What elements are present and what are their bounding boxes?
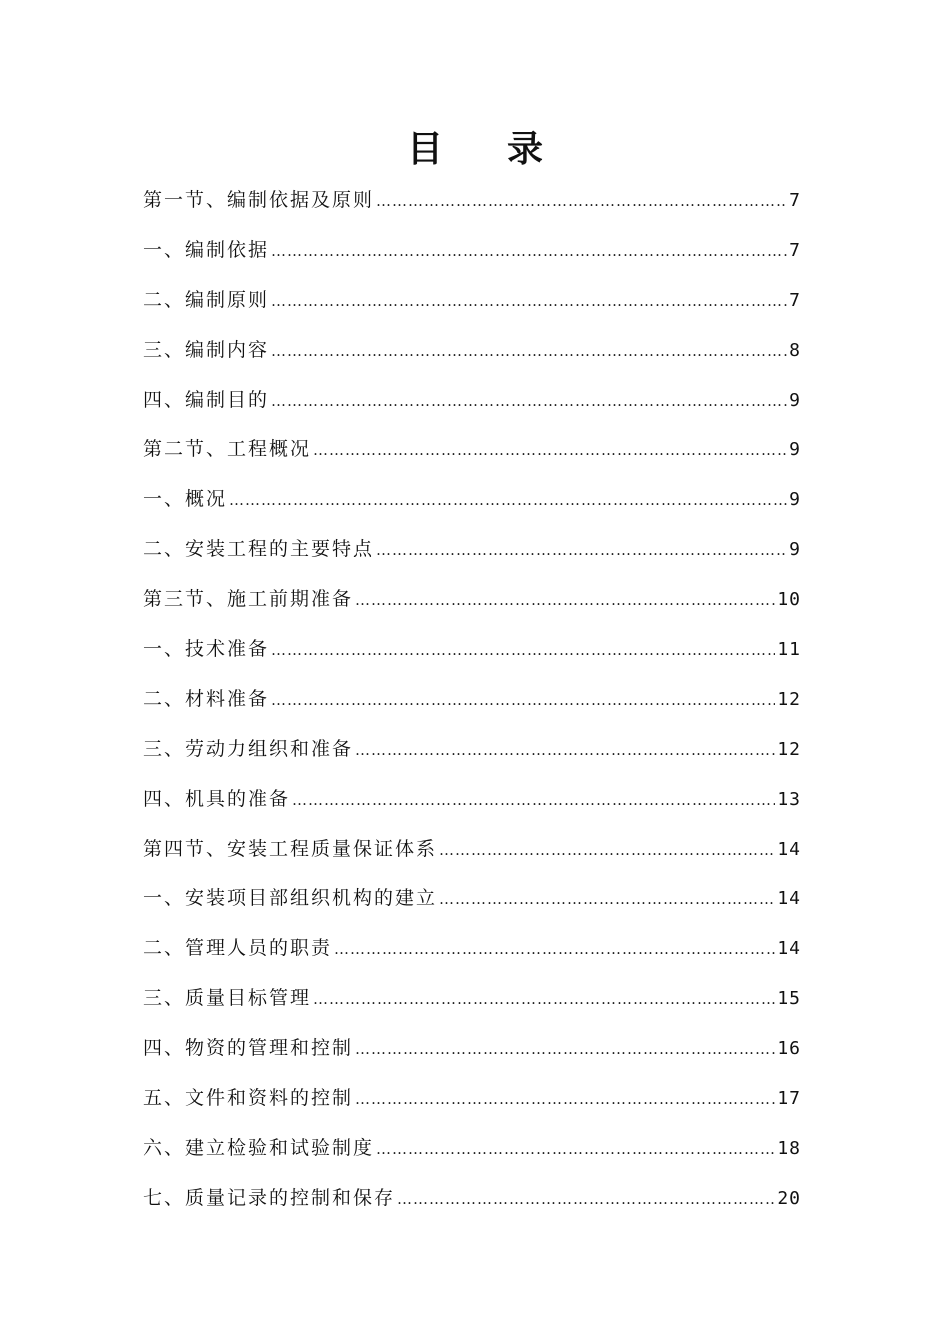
toc-entry-page: 9 (789, 389, 801, 411)
toc-dot-leader (376, 1125, 775, 1175)
toc-entry-label: 二、材料准备 (143, 687, 270, 710)
toc-entry-label: 一、编制依据 (143, 238, 270, 261)
toc-dot-leader (313, 426, 787, 476)
toc-entry[interactable] (143, 226, 801, 276)
toc-entry[interactable] (143, 725, 801, 775)
toc-entry-label: 二、编制原则 (143, 288, 270, 311)
toc-entry-page: 8 (789, 339, 801, 361)
toc-entry-label: 四、机具的准备 (143, 787, 291, 810)
toc-dot-leader (397, 1175, 775, 1225)
toc-dot-leader (355, 1025, 775, 1075)
toc-entry-label: 三、编制内容 (143, 338, 270, 361)
toc-entry-page: 10 (777, 589, 801, 611)
toc-entry-page: 9 (789, 539, 801, 561)
toc-entry-page: 12 (777, 688, 801, 710)
toc-entry[interactable] (143, 326, 801, 376)
toc-entry-page: 14 (777, 838, 801, 860)
toc-entry-label: 第四节、安装工程质量保证体系 (143, 837, 438, 860)
toc-dot-leader (229, 476, 787, 526)
toc-entry[interactable] (143, 1174, 801, 1224)
toc-dot-leader (355, 726, 775, 776)
toc-dot-leader (376, 177, 787, 227)
toc-entry-page: 15 (777, 988, 801, 1010)
toc-entry[interactable] (143, 176, 801, 226)
toc-entry-label: 七、质量记录的控制和保存 (143, 1186, 396, 1209)
toc-entry[interactable] (143, 276, 801, 326)
toc-dot-leader (355, 576, 775, 626)
toc-dot-leader (271, 676, 775, 726)
toc-dot-leader (376, 526, 787, 576)
toc-entry-page: 20 (777, 1187, 801, 1209)
toc-entry[interactable] (143, 625, 801, 675)
toc-entry-label: 一、安装项目部组织机构的建立 (143, 887, 438, 910)
toc-entry-page: 13 (777, 788, 801, 810)
toc-entry-label: 第一节、编制依据及原则 (143, 189, 375, 211)
toc-dot-leader (334, 925, 775, 975)
toc-entry-page: 9 (789, 489, 801, 511)
toc-dot-leader (271, 227, 787, 277)
toc-entry-page: 12 (777, 738, 801, 760)
toc-entry[interactable] (143, 475, 801, 525)
toc-entry-label: 第三节、施工前期准备 (143, 588, 354, 611)
toc-entry-page: 9 (789, 439, 801, 461)
toc-entry-label: 二、安装工程的主要特点 (143, 538, 375, 561)
toc-entry-page: 18 (777, 1137, 801, 1159)
toc-entry[interactable] (143, 974, 801, 1024)
toc-entry-page: 14 (777, 938, 801, 960)
toc-entry-label: 一、技术准备 (143, 638, 270, 661)
toc-entry[interactable] (143, 874, 801, 924)
toc-entry[interactable] (143, 825, 801, 875)
toc-entry-page: 11 (777, 639, 801, 661)
toc-dot-leader (271, 277, 787, 327)
toc-entry-page: 7 (789, 190, 801, 211)
toc-entry[interactable] (143, 1124, 801, 1174)
toc-entry-page: 7 (789, 289, 801, 311)
toc-entry[interactable] (143, 425, 801, 475)
toc-entry-label: 第二节、工程概况 (143, 438, 312, 461)
toc-dot-leader (271, 327, 787, 377)
toc-dot-leader (355, 1075, 775, 1125)
toc-entry-label: 一、概况 (143, 488, 228, 511)
toc-dot-leader (271, 377, 787, 427)
toc-dot-leader (313, 975, 775, 1025)
toc-entry-page: 16 (777, 1038, 801, 1060)
toc-dot-leader (439, 875, 775, 925)
toc-entry-label: 五、文件和资料的控制 (143, 1087, 354, 1110)
toc-entry-label: 三、劳动力组织和准备 (143, 737, 354, 760)
toc-entry[interactable] (143, 525, 801, 575)
toc-dot-leader (292, 776, 775, 826)
toc-list (143, 176, 801, 1224)
toc-entry[interactable] (143, 376, 801, 426)
toc-entry-label: 六、建立检验和试验制度 (143, 1136, 375, 1159)
toc-dot-leader (271, 626, 775, 676)
toc-entry[interactable] (143, 924, 801, 974)
toc-entry[interactable] (143, 575, 801, 625)
toc-entry[interactable] (143, 1024, 801, 1074)
toc-entry-label: 四、编制目的 (143, 388, 270, 411)
toc-entry[interactable] (143, 675, 801, 725)
toc-entry-label: 二、管理人员的职责 (143, 937, 333, 960)
toc-dot-leader (439, 826, 775, 876)
toc-entry[interactable] (143, 1074, 801, 1124)
toc-entry-page: 14 (777, 888, 801, 910)
toc-entry-page: 17 (777, 1088, 801, 1110)
toc-entry-page: 7 (789, 239, 801, 261)
toc-entry-label: 三、质量目标管理 (143, 987, 312, 1010)
toc-entry[interactable] (143, 775, 801, 825)
toc-title: 目录 (406, 129, 607, 170)
toc-entry-label: 四、物资的管理和控制 (143, 1037, 354, 1060)
